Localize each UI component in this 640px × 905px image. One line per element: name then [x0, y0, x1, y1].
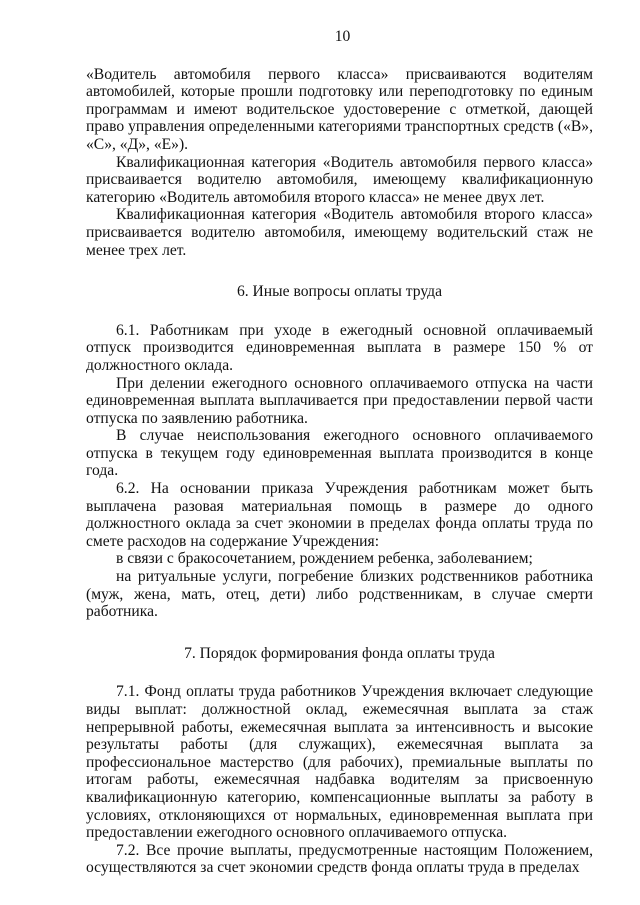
section-7-paragraph-2: 7.2. Все прочие выплаты, предусмотренные настоящим Положением, осуществляются за счет экономии средств фонда оплаты труда в пределах [86, 841, 593, 877]
section-6-paragraph-3: В случае неиспользования ежегодного основного оплачиваемого отпуска в текущем году единовременная выплата производится в конце года. [86, 427, 593, 480]
intro-paragraph-2: Квалификационная категория «Водитель автомобиля первого класса» присваивается водителю автомобиля, имеющему квалификационную категорию «Водитель автомобиля второго класса» не менее двух лет. [86, 153, 593, 206]
section-6-paragraph-2: При делении ежегодного основного оплачиваемого отпуска на части единовременная выплата выплачивается при предоставлении первой части отпуска по заявлению работника. [86, 374, 593, 427]
section-6-paragraph-1: 6.1. Работникам при уходе в ежегодный основной оплачиваемый отпуск производится единовременная выплата в размере 150 % от должностного оклада. [86, 321, 593, 374]
section-7-title: 7. Порядок формирования фонда оплаты труда [184, 644, 495, 662]
section-7-paragraph-1: 7.1. Фонд оплаты труда работников Учреждения включает следующие виды выплат: должностной оклад, ежемесячная выплата за стаж непрерывной работы, ежемесячная выплата за интенсивность и высокие результаты работы (для служащих), ежемесячная выплата за профессиональное мастерство (для рабочих), премиальные выплаты по итогам работы, ежемесячная надбавка водителям за присвоенную квалификационную категорию, компенсационные выплаты за работу в условиях, отклоняющихся от нормальных, единовременная выплата при предоставлении ежегодного основного оплачиваемого отпуска. [86, 683, 593, 842]
intro-paragraph-3: Квалификационная категория «Водитель автомобиля второго класса» присваивается водителю автомобиля, имеющему водительский стаж не менее трех лет. [86, 206, 593, 259]
section-6-paragraph-6: на ритуальные услуги, погребение близких родственников работника (муж, жена, мать, отец, дети) либо родственникам, в случае смерти работника. [86, 568, 593, 621]
intro-paragraph-1: «Водитель автомобиля первого класса» присваиваются водителям автомобилей, которые прошли подготовку или переподготовку по единым программам и имеют водительское удостоверение с отметкой, дающей право управления определенными категориями транспортных средств («В», «С», «Д», «Е»). [86, 65, 593, 153]
page-number: 10 [334, 28, 351, 45]
section-6-paragraph-4: 6.2. На основании приказа Учреждения работникам может быть выплачена разовая материальная помощь в размере до одного должностного оклада за счет экономии в пределах фонда оплаты труда по смете расходов на содержание Учреждения: [86, 480, 593, 550]
section-6-paragraph-5: в связи с бракосочетанием, рождением ребенка, заболеванием; [116, 550, 533, 568]
section-6-title: 6. Иные вопросы оплаты труда [236, 283, 443, 301]
document-page [86, 28, 593, 877]
